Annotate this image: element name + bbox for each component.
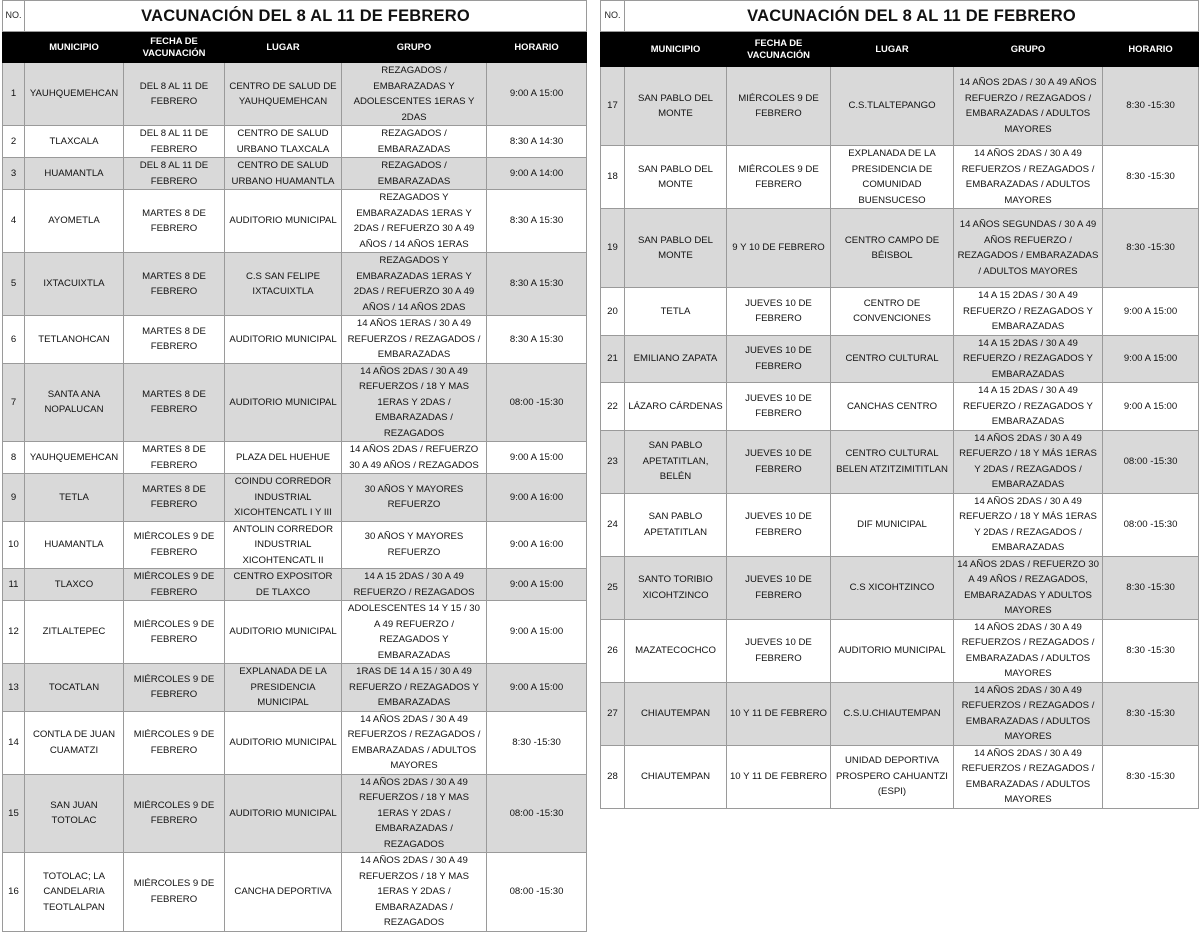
cell-horario: 08:00 -15:30 (1103, 493, 1199, 556)
cell-horario: 9:00 A 15:00 (487, 601, 587, 664)
cell-grupo: 14 AÑOS 2DAS / 30 A 49 REFUERZOS / 18 Y MAS 1ERAS Y 2DAS / EMBARAZADAS / REZAGADOS (342, 774, 487, 853)
cell-fecha: MARTES 8 DE FEBRERO (124, 442, 225, 474)
table-row (601, 146, 1199, 209)
cell-grupo: REZAGADOS / EMBARAZADAS (342, 126, 487, 158)
table-row (601, 745, 1199, 808)
cell-municipio: TOTOLAC; LA CANDELARIA TEOTLALPAN (25, 853, 124, 932)
cell-fecha: JUEVES 10 DE FEBRERO (727, 288, 831, 336)
cell-horario: 9:00 A 14:00 (487, 158, 587, 190)
table-row (3, 363, 587, 442)
cell-grupo: 14 AÑOS 2DAS / 30 A 49 REFUERZOS / REZAGADOS / EMBARAZADAS / ADULTOS MAYORES (954, 619, 1103, 682)
cell-grupo: 14 AÑOS 2DAS / 30 A 49 REFUERZO / 18 Y MÁS 1ERAS Y 2DAS / REZAGADOS / EMBARAZADAS (954, 430, 1103, 493)
cell-horario: 08:00 -15:30 (487, 774, 587, 853)
cell-horario: 8:30 -15:30 (1103, 619, 1199, 682)
cell-no: 10 (3, 521, 25, 569)
cell-fecha: MIÉRCOLES 9 DE FEBRERO (124, 664, 225, 712)
header-municipio: MUNICIPIO (25, 32, 124, 63)
header-municipio: MUNICIPIO (625, 32, 727, 67)
header-row (3, 32, 587, 63)
cell-municipio: SANTO TORIBIO XICOHTZINCO (625, 556, 727, 619)
cell-fecha: DEL 8 AL 11 DE FEBRERO (124, 63, 225, 126)
cell-lugar: AUDITORIO MUNICIPAL (225, 601, 342, 664)
cell-lugar: AUDITORIO MUNICIPAL (225, 316, 342, 364)
cell-no: 13 (3, 664, 25, 712)
page-title: VACUNACIÓN DEL 8 AL 11 DE FEBRERO (25, 1, 587, 32)
cell-fecha: MARTES 8 DE FEBRERO (124, 474, 225, 522)
cell-fecha: JUEVES 10 DE FEBRERO (727, 383, 831, 431)
table-row (3, 126, 587, 158)
cell-municipio: SAN PABLO DEL MONTE (625, 209, 727, 288)
cell-fecha: MIÉRCOLES 9 DE FEBRERO (124, 601, 225, 664)
cell-lugar: AUDITORIO MUNICIPAL (225, 363, 342, 442)
cell-lugar: COINDU CORREDOR INDUSTRIAL XICOHTENCATL I Y III (225, 474, 342, 522)
header-lugar: LUGAR (831, 32, 954, 67)
cell-horario: 8:30 A 15:30 (487, 190, 587, 253)
cell-lugar: CENTRO CAMPO DE BÉISBOL (831, 209, 954, 288)
cell-no: 6 (3, 316, 25, 364)
cell-horario: 9:00 A 15:00 (487, 664, 587, 712)
header-no (601, 32, 625, 67)
cell-no: 1 (3, 63, 25, 126)
cell-horario: 08:00 -15:30 (487, 853, 587, 932)
cell-municipio: CONTLA DE JUAN CUAMATZI (25, 711, 124, 774)
cell-lugar: CENTRO CULTURAL BELEN ATZITZIMITITLAN (831, 430, 954, 493)
cell-horario: 8:30 A 15:30 (487, 316, 587, 364)
cell-fecha: MIÉRCOLES 9 DE FEBRERO (727, 67, 831, 146)
table-row (3, 664, 587, 712)
table-row (3, 569, 587, 601)
cell-fecha: JUEVES 10 DE FEBRERO (727, 430, 831, 493)
cell-lugar: C.S XICOHTZINCO (831, 556, 954, 619)
cell-grupo: 14 AÑOS 2DAS / 30 A 49 REFUERZOS / 18 Y MAS 1ERAS Y 2DAS / EMBARAZADAS / REZAGADOS (342, 363, 487, 442)
cell-municipio: YAUHQUEMEHCAN (25, 63, 124, 126)
cell-lugar: CENTRO DE CONVENCIONES (831, 288, 954, 336)
table-row (3, 601, 587, 664)
table-row (3, 774, 587, 853)
cell-no: 26 (601, 619, 625, 682)
cell-no: 11 (3, 569, 25, 601)
cell-horario: 08:00 -15:30 (1103, 430, 1199, 493)
cell-no: 15 (3, 774, 25, 853)
cell-no: 16 (3, 853, 25, 932)
cell-municipio: ZITLALTEPEC (25, 601, 124, 664)
cell-municipio: AYOMETLA (25, 190, 124, 253)
cell-municipio: SAN PABLO APETATITLAN (625, 493, 727, 556)
cell-fecha: JUEVES 10 DE FEBRERO (727, 619, 831, 682)
cell-municipio: TOCATLAN (25, 664, 124, 712)
cell-lugar: EXPLANADA DE LA PRESIDENCIA MUNICIPAL (225, 664, 342, 712)
cell-municipio: YAUHQUEMEHCAN (25, 442, 124, 474)
cell-municipio: LÁZARO CÁRDENAS (625, 383, 727, 431)
header-fecha: FECHA DE VACUNACIÓN (124, 32, 225, 63)
cell-no: 14 (3, 711, 25, 774)
cell-no: 18 (601, 146, 625, 209)
cell-municipio: HUAMANTLA (25, 158, 124, 190)
cell-municipio: TETLA (625, 288, 727, 336)
table-row (3, 442, 587, 474)
cell-grupo: 14 AÑOS 2DAS / 30 A 49 REFUERZOS / REZAGADOS / EMBARAZADAS / ADULTOS MAYORES (954, 146, 1103, 209)
table-row (3, 63, 587, 126)
cell-no: 17 (601, 67, 625, 146)
cell-horario: 9:00 A 16:00 (487, 474, 587, 522)
cell-fecha: MIÉRCOLES 9 DE FEBRERO (727, 146, 831, 209)
cell-lugar: AUDITORIO MUNICIPAL (831, 619, 954, 682)
cell-grupo: 14 A 15 2DAS / 30 A 49 REFUERZO / REZAGADOS Y EMBARAZADAS (954, 383, 1103, 431)
schedule-panel-left (2, 0, 586, 928)
cell-fecha: MIÉRCOLES 9 DE FEBRERO (124, 774, 225, 853)
cell-horario: 9:00 A 15:00 (487, 442, 587, 474)
cell-lugar: CENTRO DE SALUD DE YAUHQUEMEHCAN (225, 63, 342, 126)
cell-no: 25 (601, 556, 625, 619)
cell-grupo: 14 AÑOS 2DAS / 30 A 49 REFUERZO / 18 Y MÁS 1ERAS Y 2DAS / REZAGADOS / EMBARAZADAS (954, 493, 1103, 556)
cell-fecha: DEL 8 AL 11 DE FEBRERO (124, 126, 225, 158)
cell-fecha: MARTES 8 DE FEBRERO (124, 316, 225, 364)
cell-horario: 8:30 -15:30 (1103, 67, 1199, 146)
header-horario: HORARIO (1103, 32, 1199, 67)
cell-fecha: JUEVES 10 DE FEBRERO (727, 556, 831, 619)
cell-municipio: SAN JUAN TOTOLAC (25, 774, 124, 853)
cell-lugar: C.S.U.CHIAUTEMPAN (831, 682, 954, 745)
cell-grupo: 30 AÑOS Y MAYORES REFUERZO (342, 521, 487, 569)
cell-horario: 9:00 A 15:00 (487, 569, 587, 601)
cell-grupo: 14 AÑOS 2DAS / 30 A 49 REFUERZOS / REZAGADOS / EMBARAZADAS / ADULTOS MAYORES (954, 682, 1103, 745)
cell-grupo: ADOLESCENTES 14 Y 15 / 30 A 49 REFUERZO / REZAGADOS Y EMBARAZADAS (342, 601, 487, 664)
table-row (601, 619, 1199, 682)
table-row (3, 474, 587, 522)
cell-fecha: 9 Y 10 DE FEBRERO (727, 209, 831, 288)
table-row (601, 430, 1199, 493)
cell-no: 19 (601, 209, 625, 288)
cell-grupo: 30 AÑOS Y MAYORES REFUERZO (342, 474, 487, 522)
cell-municipio: TETLA (25, 474, 124, 522)
title-row (3, 1, 587, 32)
header-grupo: GRUPO (954, 32, 1103, 67)
page-title: VACUNACIÓN DEL 8 AL 11 DE FEBRERO (625, 1, 1199, 32)
no-label: NO. (601, 1, 625, 32)
cell-no: 3 (3, 158, 25, 190)
header-grupo: GRUPO (342, 32, 487, 63)
schedule-table-left (2, 0, 587, 932)
cell-lugar: AUDITORIO MUNICIPAL (225, 711, 342, 774)
cell-municipio: TLAXCALA (25, 126, 124, 158)
cell-grupo: REZAGADOS Y EMBARAZADAS 1ERAS Y 2DAS / REFUERZO 30 A 49 AÑOS / 14 AÑOS 2DAS (342, 253, 487, 316)
table-row (3, 158, 587, 190)
table-row (3, 853, 587, 932)
cell-municipio: IXTACUIXTLA (25, 253, 124, 316)
cell-no: 22 (601, 383, 625, 431)
title-row (601, 1, 1199, 32)
cell-horario: 8:30 -15:30 (1103, 209, 1199, 288)
cell-no: 8 (3, 442, 25, 474)
cell-lugar: UNIDAD DEPORTIVA PROSPERO CAHUANTZI (ESPI) (831, 745, 954, 808)
cell-lugar: CENTRO CULTURAL (831, 335, 954, 383)
header-horario: HORARIO (487, 32, 587, 63)
cell-lugar: CANCHAS CENTRO (831, 383, 954, 431)
table-row (3, 190, 587, 253)
cell-no: 27 (601, 682, 625, 745)
cell-municipio: TETLANOHCAN (25, 316, 124, 364)
cell-municipio: SAN PABLO APETATITLAN, BELÉN (625, 430, 727, 493)
cell-lugar: PLAZA DEL HUEHUE (225, 442, 342, 474)
cell-municipio: CHIAUTEMPAN (625, 682, 727, 745)
header-lugar: LUGAR (225, 32, 342, 63)
cell-fecha: DEL 8 AL 11 DE FEBRERO (124, 158, 225, 190)
cell-municipio: SAN PABLO DEL MONTE (625, 67, 727, 146)
cell-no: 28 (601, 745, 625, 808)
cell-horario: 9:00 A 15:00 (1103, 335, 1199, 383)
table-row (601, 682, 1199, 745)
cell-grupo: REZAGADOS / EMBARAZADAS Y ADOLESCENTES 1ERAS Y 2DAS (342, 63, 487, 126)
cell-horario: 9:00 A 15:00 (487, 63, 587, 126)
cell-lugar: CENTRO EXPOSITOR DE TLAXCO (225, 569, 342, 601)
schedule-table-right (600, 0, 1199, 809)
cell-fecha: MIÉRCOLES 9 DE FEBRERO (124, 521, 225, 569)
cell-grupo: 14 AÑOS SEGUNDAS / 30 A 49 AÑOS REFUERZO / REZAGADOS / EMBARAZADAS / ADULTOS MAYORES (954, 209, 1103, 288)
cell-lugar: CENTRO DE SALUD URBANO HUAMANTLA (225, 158, 342, 190)
cell-fecha: MARTES 8 DE FEBRERO (124, 253, 225, 316)
cell-grupo: 1RAS DE 14 A 15 / 30 A 49 REFUERZO / REZAGADOS Y EMBARAZADAS (342, 664, 487, 712)
cell-grupo: 14 AÑOS 2DAS / REFUERZO 30 A 49 AÑOS / REZAGADOS, EMBARAZADAS Y ADULTOS MAYORES (954, 556, 1103, 619)
table-row (601, 288, 1199, 336)
cell-grupo: 14 AÑOS 2DAS / 30 A 49 REFUERZOS / REZAGADOS / EMBARAZADAS / ADULTOS MAYORES (954, 745, 1103, 808)
table-row (601, 209, 1199, 288)
cell-no: 23 (601, 430, 625, 493)
table-row (3, 711, 587, 774)
cell-horario: 8:30 -15:30 (1103, 682, 1199, 745)
cell-fecha: MIÉRCOLES 9 DE FEBRERO (124, 853, 225, 932)
cell-grupo: REZAGADOS / EMBARAZADAS (342, 158, 487, 190)
table-row (601, 493, 1199, 556)
cell-lugar: ANTOLIN CORREDOR INDUSTRIAL XICOHTENCATL II (225, 521, 342, 569)
table-row (601, 67, 1199, 146)
cell-fecha: MARTES 8 DE FEBRERO (124, 363, 225, 442)
cell-horario: 8:30 -15:30 (1103, 745, 1199, 808)
cell-grupo: 14 AÑOS 1ERAS / 30 A 49 REFUERZOS / REZAGADOS / EMBARAZADAS (342, 316, 487, 364)
cell-lugar: CENTRO DE SALUD URBANO TLAXCALA (225, 126, 342, 158)
cell-horario: 9:00 A 16:00 (487, 521, 587, 569)
header-no (3, 32, 25, 63)
cell-grupo: 14 AÑOS 2DAS / 30 A 49 REFUERZOS / 18 Y MAS 1ERAS Y 2DAS / EMBARAZADAS / REZAGADOS (342, 853, 487, 932)
cell-municipio: CHIAUTEMPAN (625, 745, 727, 808)
cell-lugar: EXPLANADA DE LA PRESIDENCIA DE COMUNIDAD BUENSUCESO (831, 146, 954, 209)
cell-fecha: JUEVES 10 DE FEBRERO (727, 493, 831, 556)
cell-horario: 9:00 A 15:00 (1103, 383, 1199, 431)
cell-lugar: C.S.TLALTEPANGO (831, 67, 954, 146)
cell-horario: 9:00 A 15:00 (1103, 288, 1199, 336)
cell-lugar: AUDITORIO MUNICIPAL (225, 774, 342, 853)
cell-grupo: 14 A 15 2DAS / 30 A 49 REFUERZO / REZAGADOS Y EMBARAZADAS (954, 288, 1103, 336)
cell-fecha: JUEVES 10 DE FEBRERO (727, 335, 831, 383)
cell-horario: 8:30 A 14:30 (487, 126, 587, 158)
cell-municipio: SAN PABLO DEL MONTE (625, 146, 727, 209)
cell-municipio: EMILIANO ZAPATA (625, 335, 727, 383)
cell-fecha: MIÉRCOLES 9 DE FEBRERO (124, 711, 225, 774)
cell-municipio: MAZATECOCHCO (625, 619, 727, 682)
cell-horario: 08:00 -15:30 (487, 363, 587, 442)
cell-fecha: MARTES 8 DE FEBRERO (124, 190, 225, 253)
cell-grupo: 14 A 15 2DAS / 30 A 49 REFUERZO / REZAGADOS Y EMBARAZADAS (954, 335, 1103, 383)
table-row (601, 383, 1199, 431)
cell-fecha: 10 Y 11 DE FEBRERO (727, 682, 831, 745)
cell-lugar: DIF MUNICIPAL (831, 493, 954, 556)
cell-no: 24 (601, 493, 625, 556)
table-row (601, 335, 1199, 383)
cell-grupo: 14 AÑOS 2DAS / 30 A 49 REFUERZOS / REZAGADOS / EMBARAZADAS / ADULTOS MAYORES (342, 711, 487, 774)
cell-no: 4 (3, 190, 25, 253)
cell-municipio: SANTA ANA NOPALUCAN (25, 363, 124, 442)
cell-no: 7 (3, 363, 25, 442)
header-row (601, 32, 1199, 67)
cell-no: 12 (3, 601, 25, 664)
cell-grupo: 14 AÑOS 2DAS / 30 A 49 AÑOS REFUERZO / REZAGADOS / EMBARAZADAS / ADULTOS MAYORES (954, 67, 1103, 146)
cell-fecha: 10 Y 11 DE FEBRERO (727, 745, 831, 808)
cell-lugar: AUDITORIO MUNICIPAL (225, 190, 342, 253)
cell-horario: 8:30 A 15:30 (487, 253, 587, 316)
cell-no: 2 (3, 126, 25, 158)
cell-grupo: 14 A 15 2DAS / 30 A 49 REFUERZO / REZAGADOS (342, 569, 487, 601)
cell-lugar: CANCHA DEPORTIVA (225, 853, 342, 932)
cell-grupo: 14 AÑOS 2DAS / REFUERZO 30 A 49 AÑOS / REZAGADOS (342, 442, 487, 474)
cell-municipio: HUAMANTLA (25, 521, 124, 569)
table-row (601, 556, 1199, 619)
cell-no: 5 (3, 253, 25, 316)
cell-horario: 8:30 -15:30 (1103, 146, 1199, 209)
cell-horario: 8:30 -15:30 (487, 711, 587, 774)
cell-no: 9 (3, 474, 25, 522)
cell-horario: 8:30 -15:30 (1103, 556, 1199, 619)
table-row (3, 316, 587, 364)
cell-fecha: MIÉRCOLES 9 DE FEBRERO (124, 569, 225, 601)
schedule-panel-right (600, 0, 1198, 805)
cell-grupo: REZAGADOS Y EMBARAZADAS 1ERAS Y 2DAS / REFUERZO 30 A 49 AÑOS / 14 AÑOS 1ERAS (342, 190, 487, 253)
no-label: NO. (3, 1, 25, 32)
table-row (3, 521, 587, 569)
cell-no: 20 (601, 288, 625, 336)
cell-lugar: C.S SAN FELIPE IXTACUIXTLA (225, 253, 342, 316)
header-fecha: FECHA DE VACUNACIÓN (727, 32, 831, 67)
cell-no: 21 (601, 335, 625, 383)
table-row (3, 253, 587, 316)
cell-municipio: TLAXCO (25, 569, 124, 601)
